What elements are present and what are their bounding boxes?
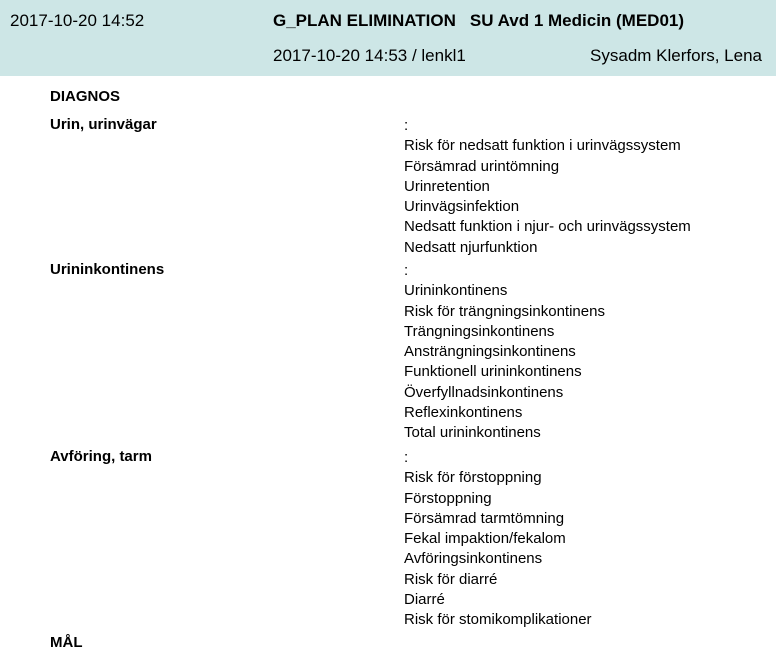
list-item: Risk för stomikomplikationer (404, 611, 592, 629)
diagnosis-list (404, 448, 592, 631)
list-item: Urininkontinens (404, 282, 508, 300)
list-item: Risk för trängningsinkontinens (404, 302, 605, 320)
list-item: Fekal impaktion/fekalom (404, 530, 566, 548)
diagnosis-list (404, 261, 605, 444)
header-datetime: 2017-10-20 14:52 (10, 11, 145, 30)
user-name: Sysadm Klerfors, Lena (590, 46, 762, 65)
list-item: Risk för nedsatt funktion i urinvägssystem (404, 137, 681, 155)
list-item: Överfyllnadsinkontinens (404, 383, 564, 401)
mal-heading: MÅL (50, 634, 83, 651)
list-item: : (404, 117, 409, 134)
list-item: Nedsatt njurfunktion (404, 238, 538, 256)
list-item: Diarré (404, 591, 445, 609)
list-item: : (404, 262, 409, 279)
list-item: Trängningsinkontinens (404, 322, 555, 340)
list-item: Avföringsinkontinens (404, 550, 543, 568)
diagnos-heading: DIAGNOS (50, 88, 121, 105)
plan-name: G_PLAN ELIMINATION (273, 11, 456, 30)
list-item: Urinretention (404, 177, 490, 195)
list-item: Förstoppning (404, 489, 492, 507)
list-item: Risk för förstoppning (404, 469, 542, 487)
plan-title (273, 11, 684, 31)
list-item: Nedsatt funktion i njur- och urinvägssystem (404, 218, 691, 236)
list-item: Funktionell urininkontinens (404, 363, 582, 381)
group-label: Urin, urinvägar (50, 116, 157, 133)
group-label: Avföring, tarm (50, 448, 152, 465)
list-item: Risk för diarré (404, 570, 498, 588)
header-bar (0, 0, 776, 76)
signed-info: 2017-10-20 14:53 / lenkl1 (273, 46, 466, 65)
list-item: Urinvägsinfektion (404, 198, 520, 216)
list-item: : (404, 449, 409, 466)
list-item: Försämrad tarmtömning (404, 509, 565, 527)
diagnosis-list (404, 116, 691, 258)
list-item: Ansträngningsinkontinens (404, 343, 576, 361)
list-item: Försämrad urintömning (404, 157, 560, 175)
list-item: Total urininkontinens (404, 424, 541, 442)
unit-name: SU Avd 1 Medicin (MED01) (469, 11, 685, 30)
group-label: Urininkontinens (50, 261, 165, 278)
list-item: Reflexinkontinens (404, 404, 523, 422)
